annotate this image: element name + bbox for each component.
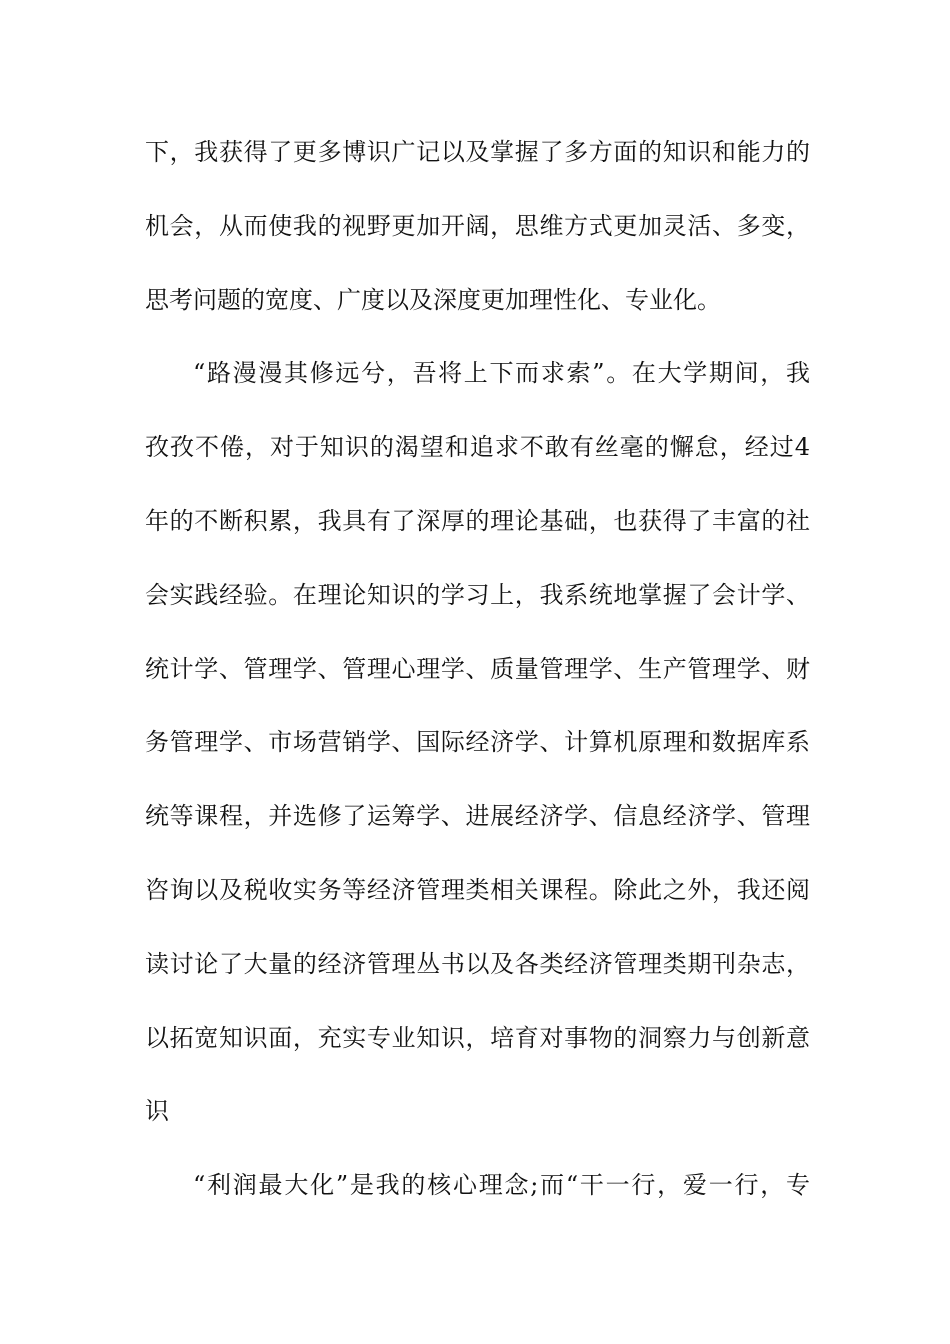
body-text <box>145 128 810 1235</box>
text-line-5: 孜孜不倦，对于知识的渴望和追求不敢有丝毫的懈怠，经过4 <box>145 433 810 462</box>
text-line-6: 年的不断积累，我具有了深厚的理论基础，也获得了丰富的社 <box>145 506 810 535</box>
text-line-7: 会实践经验。在理论知识的学习上，我系统地掌握了会计学、 <box>145 580 810 609</box>
text-line-11: 咨询以及税收实务等经济管理类相关课程。除此之外，我还阅 <box>145 875 810 904</box>
text-line-3: 思考问题的宽度、广度以及深度更加理性化、专业化。 <box>145 285 721 314</box>
text-line-8: 统计学、管理学、管理心理学、质量管理学、生产管理学、财 <box>145 654 810 683</box>
text-line-10: 统等课程，并选修了运筹学、进展经济学、信息经济学、管理 <box>145 802 810 831</box>
text-line-14: 识 <box>145 1097 169 1126</box>
text-line-13: 以拓宽知识面，充实专业知识，培育对事物的洞察力与创新意 <box>145 1023 810 1052</box>
text-line-1: 下，我获得了更多博识广记以及掌握了多方面的知识和能力的 <box>145 138 810 166</box>
text-line-4: “路漫漫其修远兮，吾将上下而求索”。在大学期间，我 <box>193 359 810 388</box>
text-line-15: “利润最大化”是我的核心理念;而“干一行，爱一行，专 <box>193 1171 810 1200</box>
text-line-12: 读讨论了大量的经济管理丛书以及各类经济管理类期刊杂志， <box>145 949 810 978</box>
text-line-9: 务管理学、市场营销学、国际经济学、计算机原理和数据库系 <box>145 728 810 757</box>
text-line-2: 机会，从而使我的视野更加开阔，思维方式更加灵活、多变， <box>145 211 810 240</box>
